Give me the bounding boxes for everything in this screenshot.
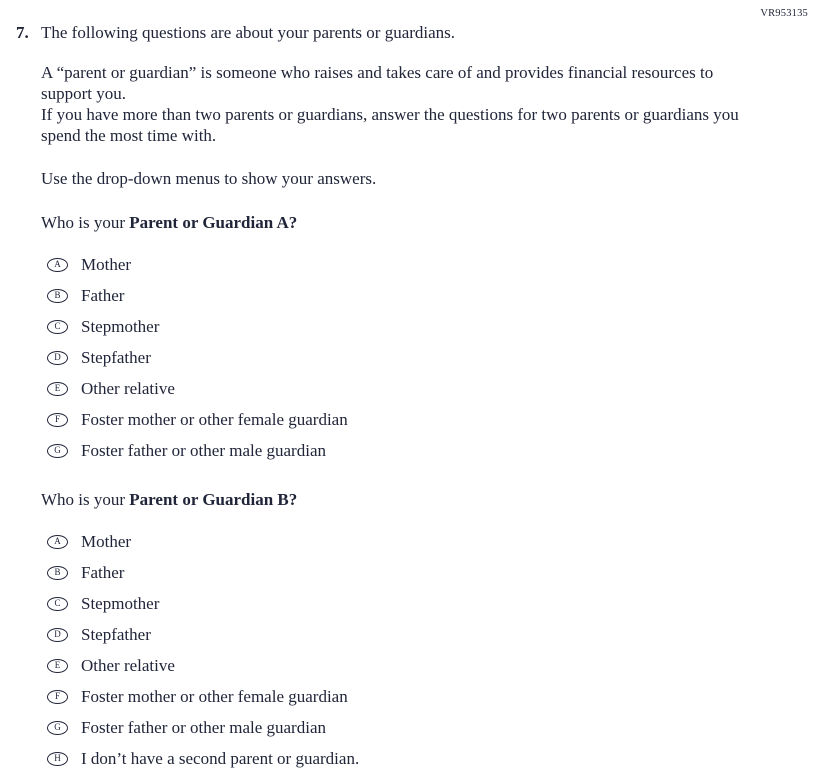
option-label: Other relative	[81, 379, 175, 398]
option-label: Father	[81, 563, 125, 582]
option-row[interactable]	[41, 619, 753, 650]
option-label: Stepfather	[81, 625, 151, 644]
option-label: Stepfather	[81, 348, 151, 367]
option-label: Other relative	[81, 656, 175, 675]
form-code: VR953135	[760, 8, 808, 19]
dropdown-instruction: Use the drop-down menus to show your answers.	[41, 169, 377, 188]
answer-bubble-icon[interactable]: H	[47, 752, 68, 766]
option-row[interactable]	[41, 557, 753, 588]
option-label: I don’t have a second parent or guardian.	[81, 749, 360, 768]
option-label: Mother	[81, 255, 132, 274]
question-body	[41, 62, 753, 774]
answer-bubble-icon[interactable]: C	[47, 320, 68, 334]
prompt-parent-b	[41, 489, 753, 510]
option-label: Foster father or other male guardian	[81, 441, 326, 460]
answer-bubble-icon[interactable]: A	[47, 258, 68, 272]
answer-bubble-icon[interactable]: C	[47, 597, 68, 611]
option-row[interactable]	[41, 280, 753, 311]
question-stem: The following questions are about your parents or guardians.	[41, 23, 456, 42]
intro-paragraph	[41, 62, 741, 146]
intro-definition: A “parent or guardian” is someone who raises and takes care of and provides financial resources to support you.	[41, 63, 714, 103]
option-label: Foster father or other male guardian	[81, 718, 326, 737]
option-row[interactable]	[41, 342, 753, 373]
section-parent-a	[41, 212, 753, 466]
option-label: Stepmother	[81, 317, 160, 336]
option-label: Father	[81, 286, 125, 305]
question	[16, 22, 808, 43]
question-number: 7.	[16, 23, 29, 42]
prompt-bold: Parent or Guardian B?	[129, 490, 298, 509]
option-row[interactable]	[41, 712, 753, 743]
option-label: Mother	[81, 532, 132, 551]
option-row[interactable]	[41, 743, 753, 774]
answer-bubble-icon[interactable]: F	[47, 690, 68, 704]
answer-bubble-icon[interactable]: B	[47, 566, 68, 580]
answer-bubble-icon[interactable]: A	[47, 535, 68, 549]
option-row[interactable]	[41, 526, 753, 557]
prompt-parent-a	[41, 212, 753, 233]
prompt-prefix: Who is your	[41, 213, 130, 232]
answer-bubble-icon[interactable]: G	[47, 444, 68, 458]
option-row[interactable]	[41, 650, 753, 681]
option-row[interactable]	[41, 435, 753, 466]
options-parent-a	[41, 249, 753, 466]
option-label: Foster mother or other female guardian	[81, 410, 348, 429]
option-row[interactable]	[41, 249, 753, 280]
prompt-prefix: Who is your	[41, 490, 130, 509]
answer-bubble-icon[interactable]: G	[47, 721, 68, 735]
options-parent-b	[41, 526, 753, 774]
answer-bubble-icon[interactable]: E	[47, 382, 68, 396]
prompt-bold: Parent or Guardian A?	[129, 213, 298, 232]
intro-more-than-two: If you have more than two parents or guardians, answer the questions for two parents or guardians you spend the most time with.	[41, 105, 739, 145]
answer-bubble-icon[interactable]: D	[47, 628, 68, 642]
answer-bubble-icon[interactable]: B	[47, 289, 68, 303]
option-row[interactable]	[41, 404, 753, 435]
option-row[interactable]	[41, 373, 753, 404]
option-row[interactable]	[41, 681, 753, 712]
answer-bubble-icon[interactable]: E	[47, 659, 68, 673]
answer-bubble-icon[interactable]: D	[47, 351, 68, 365]
option-row[interactable]	[41, 588, 753, 619]
option-label: Foster mother or other female guardian	[81, 687, 348, 706]
section-parent-b	[41, 489, 753, 774]
option-label: Stepmother	[81, 594, 160, 613]
answer-bubble-icon[interactable]: F	[47, 413, 68, 427]
option-row[interactable]	[41, 311, 753, 342]
